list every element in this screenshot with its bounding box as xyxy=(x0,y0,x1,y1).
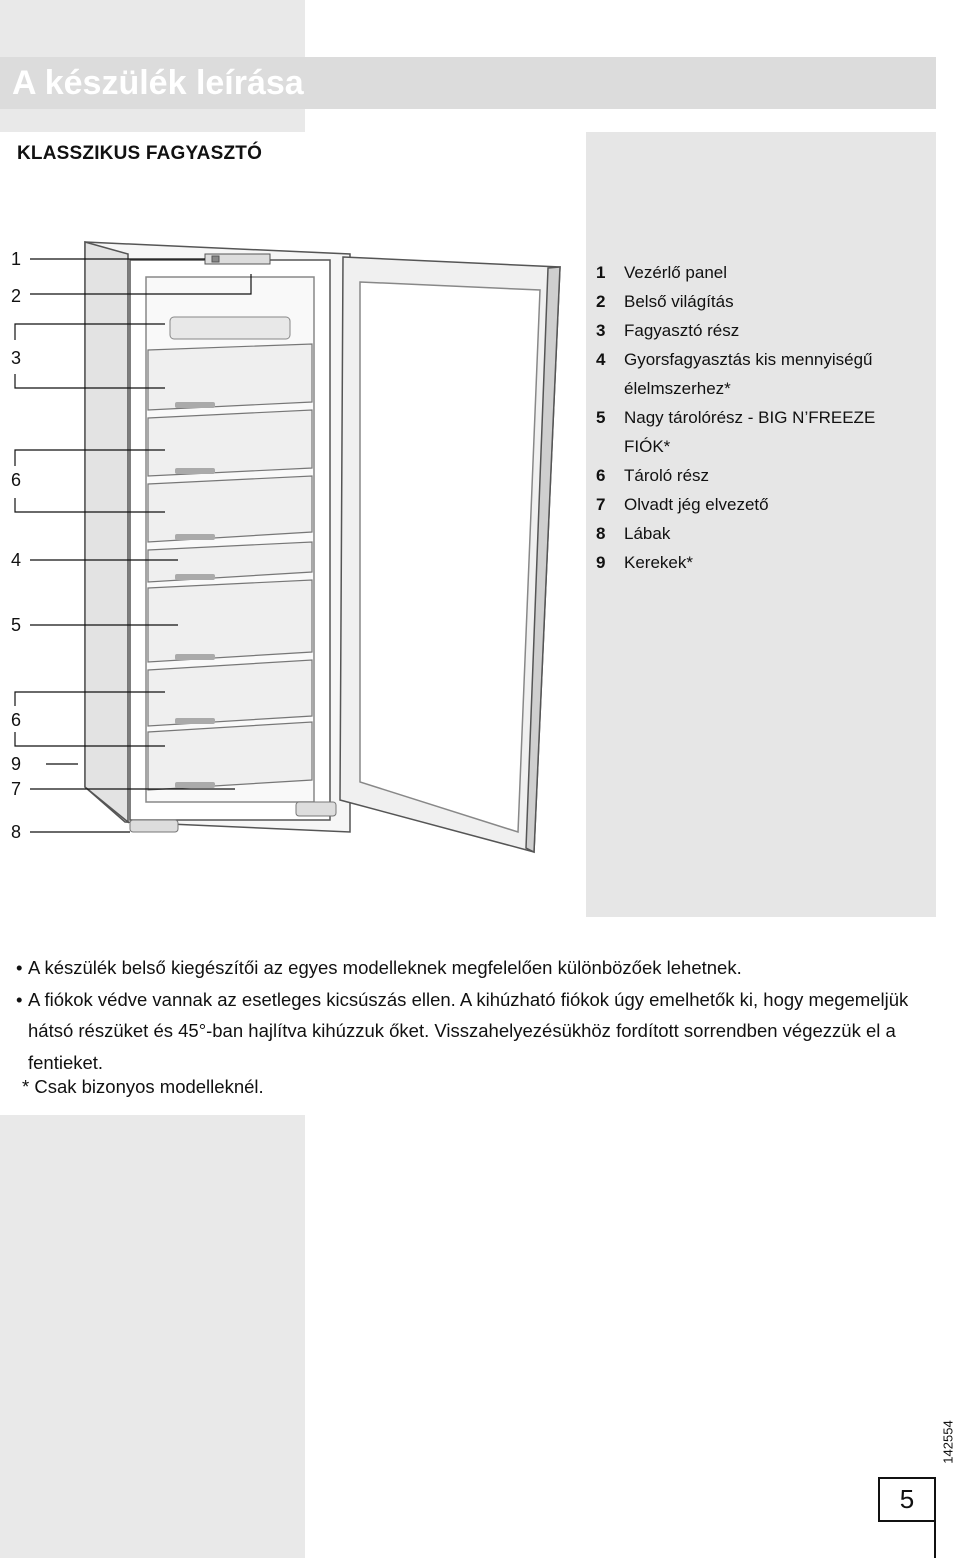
page-divider xyxy=(934,1522,936,1558)
legend-item: 4 Gyorsfagyasztás kis mennyiségű xyxy=(596,350,873,369)
open-door xyxy=(340,257,560,852)
note-item: • A készülék belső kiegészítői az egyes modelleknek megfelelően különbözőek lehetnek. xyxy=(18,952,918,984)
legend-item: 2 Belső világítás xyxy=(596,292,734,311)
notes-list xyxy=(18,952,918,1078)
page-number: 5 xyxy=(899,1484,915,1514)
callout-6: 6 xyxy=(11,470,22,490)
callout-2: 2 xyxy=(11,286,22,306)
legend-item: 6 Tároló rész xyxy=(596,466,710,485)
callout-1: 1 xyxy=(11,249,22,269)
light-housing xyxy=(170,317,290,339)
note-item: • A fiókok védve vannak az esetleges kicsúszás ellen. A kihúzható fiókok úgy emelhetők ki, hogy megemeljük hátsó részüket és 45°-ban hajlítva kihúzzuk őket. Visszahelyezésükhöz fordított sorrendben végezzük el a fentieket. xyxy=(18,984,918,1079)
legend-item: 3 Fagyasztó rész xyxy=(596,321,740,340)
callout-5: 5 xyxy=(11,615,22,635)
legend-item: 8 Lábak xyxy=(596,524,671,543)
legend-item: 9 Kerekek* xyxy=(596,553,693,572)
callout-4: 4 xyxy=(11,550,22,570)
document-code: 142554 xyxy=(940,1420,956,1464)
callout-9: 9 xyxy=(11,754,22,774)
legend-item-continuation: élelmszerhez* xyxy=(624,379,731,398)
legend-item-continuation: FIÓK* xyxy=(624,437,671,456)
legend-item: 7 Olvadt jég elvezető xyxy=(596,495,769,514)
callout-3: 3 xyxy=(11,348,22,368)
parts-legend xyxy=(596,258,875,577)
callout-8: 8 xyxy=(11,822,22,842)
footnote: * Csak bizonyos modelleknél. xyxy=(22,1076,264,1097)
legend-item: 1 Vezérlő panel xyxy=(596,263,728,282)
page-number-box xyxy=(878,1477,936,1522)
callout-7: 7 xyxy=(11,779,22,799)
page-title: A készülék leírása xyxy=(0,57,936,109)
section-heading: KLASSZIKUS FAGYASZTÓ xyxy=(17,143,263,164)
callout-6b: 6 xyxy=(11,710,22,730)
control-panel xyxy=(205,254,270,264)
legend-item: 5 Nagy tárolórész - BIG N’FREEZE xyxy=(596,408,876,427)
freezer-illustration xyxy=(0,132,586,917)
